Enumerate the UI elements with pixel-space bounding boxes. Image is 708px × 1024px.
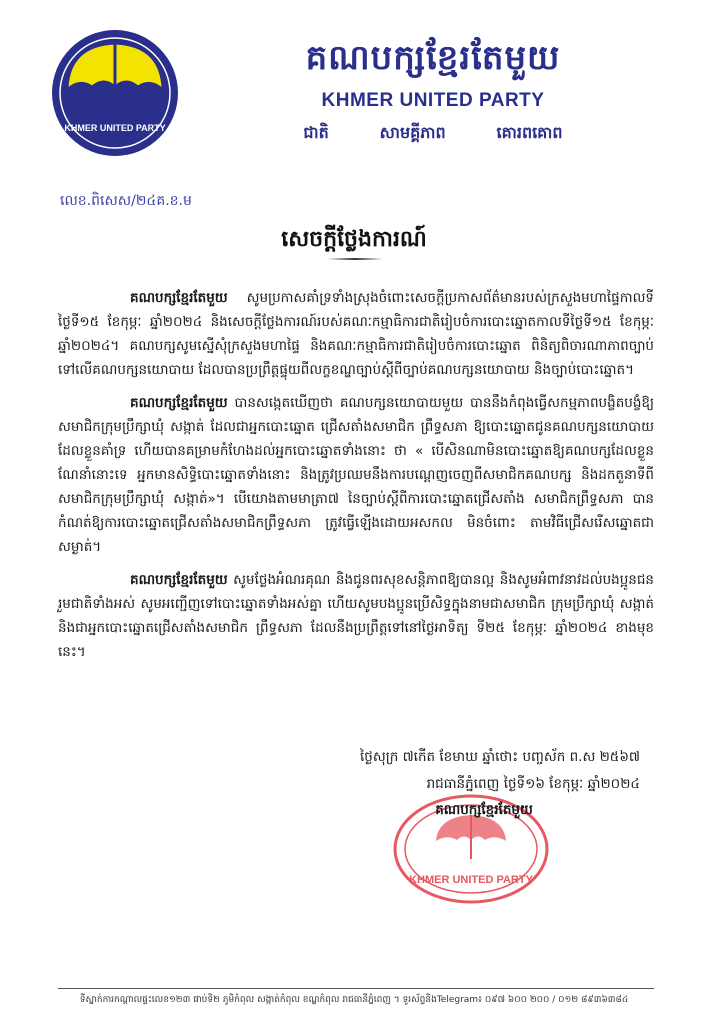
statement-body — [58, 286, 654, 673]
paragraph-lead: គណបក្សខ្មែរតែមួយ — [130, 395, 228, 411]
reference-number: លេខ.ពិសេស/២៤គ.ខ.ម — [60, 193, 192, 209]
motto-word: ជាតិ — [303, 123, 329, 142]
document-title: សេចក្តីថ្លែងការណ៍ — [281, 227, 427, 252]
party-logo — [50, 28, 180, 158]
paragraph-lead: គណបក្សខ្មែរតែមួយ — [130, 290, 228, 306]
stamp-text: KHMER UNITED PARTY — [409, 874, 533, 886]
party-name-english: KHMER UNITED PARTY — [321, 90, 545, 111]
footer-divider — [58, 988, 654, 989]
motto-word: គោរពគោព — [496, 123, 563, 142]
party-motto — [278, 122, 588, 146]
paragraph-text: សូមថ្លែងអំណរគុណ និងជូនពរសុខសន្តិភាពឱ្យបានល្អ និងសូមអំពាវនាវដល់បងប្អូនជនរួមជាតិទាំងអស់ សូមអញ្ជើញទៅបោះឆ្នោតទាំងអស់គ្នា ហើយសូមបងប្អូនប្រើសិទ្ធក្នុងនាមជាសមាជិក ក្រុមប្រឹក្សាឃុំ សង្កាត់ និងជាអ្នកបោះឆ្នោតជ្រើសតាំងសមាជិក ព្រឹទ្ធសភា ដែលនឹងប្រព្រឹត្តទៅនៅថ្ងៃអាទិត្យ ទី២៥ ខែកុម្ភៈ ឆ្នាំ២០២៤ ខាងមុខនេះ។ — [58, 572, 654, 660]
paragraph — [58, 286, 654, 382]
footer-address: ទីស្នាក់ការកណ្តាលផ្ទះលេខ១២៣ ផាប់ទិ២ ភូមិកំពុល សង្កាត់កំពុល ខណ្ឌកំពុល រាជធានីភ្នំពេញ ។ ទូរស័ព្ទនិងTelegram៖ ០៩៧ ៦០០ ២០០ / ០១២ ៨៩៣៦៣៨៤ — [79, 995, 629, 1005]
paragraph — [58, 391, 654, 559]
lunar-date: ថ្ងៃសុក្រ ៧កើត ខែមាឃ ឆ្នាំថោះ បញ្ចស័ក ព.ស ២៥៦៧ — [360, 749, 640, 765]
paragraph-text: សូមប្រកាសគាំទ្រទាំងស្រុងចំពោះសេចក្តីប្រកាសព័ត៌មានរបស់ក្រសួងមហាផ្ទៃកាលទីថ្ងៃទី១៥ ខែកុម្ភៈ ឆ្នាំ២០២៤ និងសេចក្តីថ្លែងការណ៍របស់គណៈកម្មាធិការជាតិរៀបចំការបោះឆ្នោតកាលទីថ្ងៃទី១៥ ខែកុម្ភៈ ឆ្នាំ២០២៤។ គណបក្សសូមស្នើសុំក្រសួងមហាផ្ទៃ និងគណៈកម្មាធិការជាតិរៀបចំការបោះឆ្នោត ពិនិត្យពិចារណាភាពច្បាប់ទៅលើគណបក្សនយោបាយ ដែលបានប្រព្រឹត្តផ្ទុយពីលក្ខខណ្ឌច្បាប់ស្តីពីច្បាប់គណបក្សនយោបាយ និងច្បាប់បោះឆ្នោត។ — [58, 290, 654, 378]
signer-name: គណបក្សខ្មែរតែមួយ — [435, 802, 533, 818]
paragraph-text: បានសង្កេតឃើញថា គណបក្សនយោបាយមួយ បាននឹងកំពុងធ្វើសកម្មភាពបង្ខិតបង្ខំឱ្យសមាជិកក្រុមប្រឹក្សាឃុំ សង្កាត់ ដែលជាអ្នកបោះឆ្នោត ជ្រើសតាំងសមាជិក ព្រឹទ្ធសភា ឱ្យបោះឆ្នោតជូនគណបក្សនយោបាយដែលខ្លួនគាំទ្រ ហើយបានគម្រាមកំហែងដល់អ្នកបោះឆ្នោតទាំងនោះ ថា « បើសិនណាមិនបោះឆ្នោតឱ្យគណបក្សដែលខ្លួនណែនាំនោះទេ អ្នកមានសិទ្ធិបោះឆ្នោតទាំងនោះ និងត្រូវប្រឈមនឹងការបណ្តេញចេញពីសមាជិកគណបក្ស និងដកតួនាទីពីសមាជិកក្រុមប្រឹក្សាឃុំ សង្កាត់»។ បើយោងតាមមាត្រា៧ នៃច្បាប់ស្តីពីការបោះឆ្នោតជ្រើសតាំង សមាជិកព្រឹទ្ធសភា បានកំណត់ឱ្យការបោះឆ្នោតជ្រើសតាំងសមាជិកព្រឹទ្ធសភា ត្រូវធ្វើឡើងដោយអសកល មិនចំពោះ តាមវិធីជ្រើសរើសឆ្នោតជាសម្ងាត់។ — [58, 395, 654, 555]
solar-date: រាជធានីភ្នំពេញ ថ្ងៃទី១៦ ខែកុម្ភៈ ឆ្នាំ២០២៤ — [426, 776, 640, 792]
title-divider — [327, 258, 383, 260]
paragraph-lead: គណបក្សខ្មែរតែមួយ — [130, 572, 228, 588]
logo-text: KHMER UNITED PARTY — [64, 123, 166, 133]
motto-word: សាមគ្គីភាព — [379, 123, 446, 142]
party-name-khmer: គណបក្សខ្មែរតែមួយ — [305, 38, 561, 78]
paragraph — [58, 568, 654, 664]
